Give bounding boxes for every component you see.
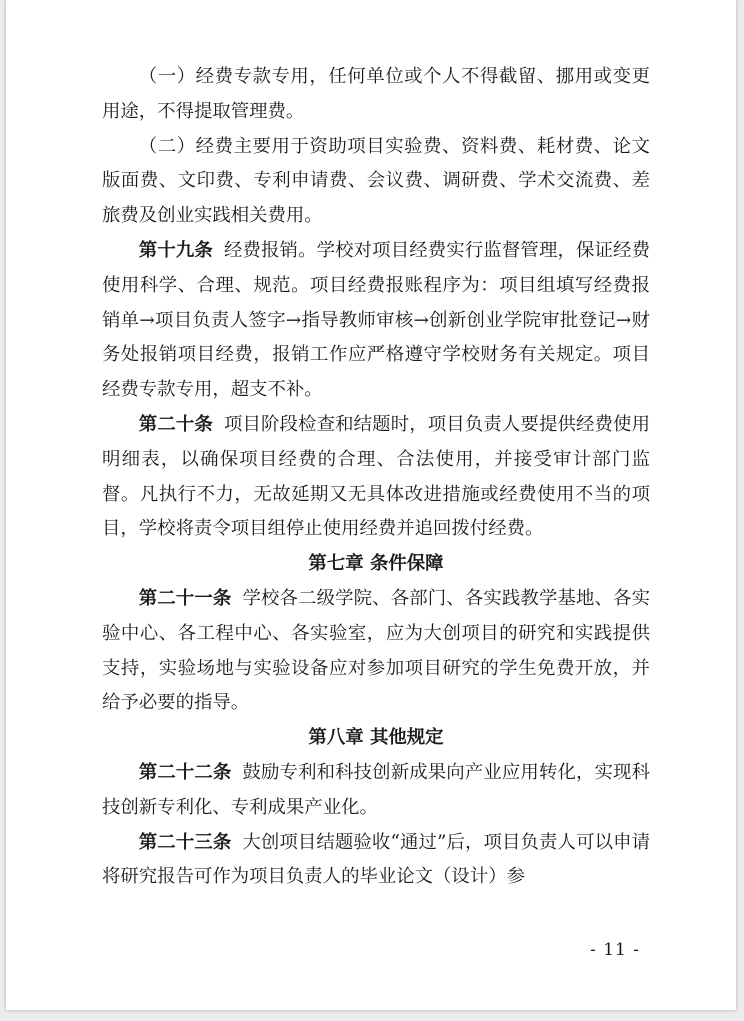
article-number: 第十九条 — [138, 239, 213, 261]
paragraph-text: 大创项目结题验收“通过”后，项目负责人可以申请将研究报告可作为项目负责人的毕业论文（设计）参 — [102, 831, 650, 888]
paragraph-1 — [102, 60, 650, 130]
page-number: - 11 - — [590, 940, 640, 960]
paragraph-text: 项目阶段检查和结题时，项目负责人要提供经费使用明细表，以确保项目经费的合理、合法使用，并接受审计部门监督。凡执行不力，无故延期又无具体改进措施或经费使用不当的项目，学校将责令项目组停止使用经费并追回拨付经费。 — [102, 413, 650, 540]
article-number: 第二十二条 — [138, 761, 232, 783]
paragraph-text: （一）经费专款专用，任何单位或个人不得截留、挪用或变更用途，不得提取管理费。 — [102, 66, 650, 122]
chapter-8-heading: 第八章 其他规定 — [308, 727, 444, 749]
document-body — [102, 60, 650, 895]
chapter-7-heading: 第七章 条件保障 — [308, 553, 444, 575]
article-21 — [102, 582, 650, 721]
article-23 — [102, 826, 650, 896]
article-number: 第二十三条 — [138, 831, 232, 853]
article-number: 第二十一条 — [138, 587, 232, 609]
document-page — [6, 0, 736, 1010]
paragraph-text: 学校各二级学院、各部门、各实践教学基地、各实验中心、各工程中心、各实验室，应为大创项目的研究和实践提供支持，实验场地与实验设备应对参加项目研究的学生免费开放，并给予必要的指导。 — [102, 587, 650, 714]
paragraph-text: 鼓励专利和科技创新成果向产业应用转化，实现科技创新专利化、专利成果产业化。 — [102, 761, 650, 818]
article-19 — [102, 234, 650, 408]
article-number: 第二十条 — [138, 413, 213, 435]
article-20 — [102, 408, 650, 547]
paragraph-text: 经费报销。学校对项目经费实行监督管理，保证经费使用科学、合理、规范。项目经费报账程序为：项目组填写经费报销单→项目负责人签字→指导教师审核→创新创业学院审批登记→财务处报销项目经费，报销工作应严格遵守学校财务有关规定。项目经费专款专用，超支不补。 — [102, 239, 650, 401]
paragraph-text: （二）经费主要用于资助项目实验费、资料费、耗材费、论文版面费、文印费、专利申请费、会议费、调研费、学术交流费、差旅费及创业实践相关费用。 — [102, 135, 650, 227]
article-22 — [102, 756, 650, 826]
paragraph-2 — [102, 130, 650, 234]
